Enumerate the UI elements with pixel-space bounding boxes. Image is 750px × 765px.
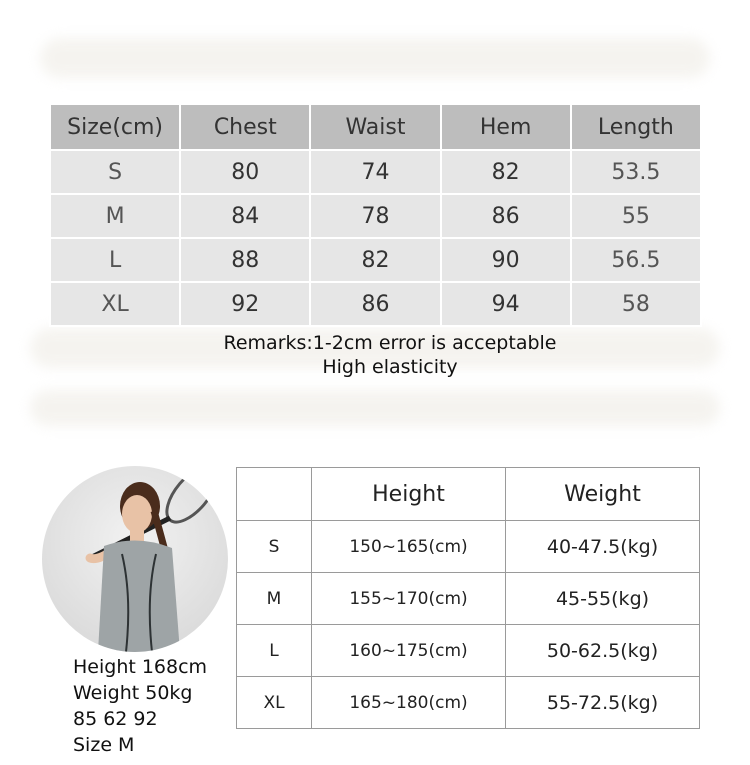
length-cell: 58 <box>571 282 701 326</box>
height-range-cell: 160~175(cm) <box>312 625 506 677</box>
model-face <box>122 495 152 533</box>
size-cell: L <box>50 238 180 282</box>
model-illustration <box>42 466 228 652</box>
table-row <box>237 521 700 573</box>
height-range-cell: 150~165(cm) <box>312 521 506 573</box>
table-row <box>237 677 700 729</box>
waist-cell: 86 <box>310 282 440 326</box>
header-size: Size(cm) <box>50 104 180 150</box>
size-cell: S <box>50 150 180 194</box>
size-chart-table <box>49 103 702 327</box>
hem-cell: 90 <box>441 238 571 282</box>
size-cell: S <box>237 521 312 573</box>
size-cell: M <box>237 573 312 625</box>
hem-cell: 94 <box>441 282 571 326</box>
elasticity-note: High elasticity <box>322 356 458 378</box>
size-cell: L <box>237 625 312 677</box>
header-blank <box>237 468 312 521</box>
waist-cell: 74 <box>310 150 440 194</box>
hem-cell: 82 <box>441 150 571 194</box>
chest-cell: 92 <box>180 282 310 326</box>
weight-range-cell: 40-47.5(kg) <box>506 521 700 573</box>
length-cell: 56.5 <box>571 238 701 282</box>
table-row <box>237 625 700 677</box>
header-weight: Weight <box>506 468 700 521</box>
table-row <box>50 150 701 194</box>
weight-range-cell: 55-72.5(kg) <box>506 677 700 729</box>
length-cell: 55 <box>571 194 701 238</box>
header-chest: Chest <box>180 104 310 150</box>
table-row <box>50 238 701 282</box>
model-size: Size M <box>73 734 135 756</box>
weight-range-cell: 50-62.5(kg) <box>506 625 700 677</box>
model-weight: Weight 50kg <box>73 682 193 704</box>
waist-cell: 78 <box>310 194 440 238</box>
waist-cell: 82 <box>310 238 440 282</box>
header-waist: Waist <box>310 104 440 150</box>
table-row <box>50 194 701 238</box>
hem-cell: 86 <box>441 194 571 238</box>
height-weight-table <box>236 467 700 729</box>
height-weight-header-row <box>237 468 700 521</box>
height-range-cell: 155~170(cm) <box>312 573 506 625</box>
chest-cell: 88 <box>180 238 310 282</box>
chest-cell: 80 <box>180 150 310 194</box>
model-shirt <box>98 540 180 652</box>
chest-cell: 84 <box>180 194 310 238</box>
weight-range-cell: 45-55(kg) <box>506 573 700 625</box>
table-row <box>50 282 701 326</box>
size-cell: M <box>50 194 180 238</box>
size-cell: XL <box>237 677 312 729</box>
background-smudge <box>30 390 720 426</box>
length-cell: 53.5 <box>571 150 701 194</box>
header-height: Height <box>312 468 506 521</box>
model-photo <box>42 466 228 652</box>
header-hem: Hem <box>441 104 571 150</box>
header-length: Length <box>571 104 701 150</box>
remarks-text: Remarks:1-2cm error is acceptable <box>223 332 557 354</box>
size-chart-header-row <box>50 104 701 150</box>
size-cell: XL <box>50 282 180 326</box>
table-row <box>237 573 700 625</box>
background-smudge <box>40 38 710 78</box>
model-measurements <box>73 654 207 758</box>
model-height: Height 168cm <box>73 656 208 678</box>
model-body-measurements: 85 62 92 <box>73 708 158 730</box>
height-range-cell: 165~180(cm) <box>312 677 506 729</box>
